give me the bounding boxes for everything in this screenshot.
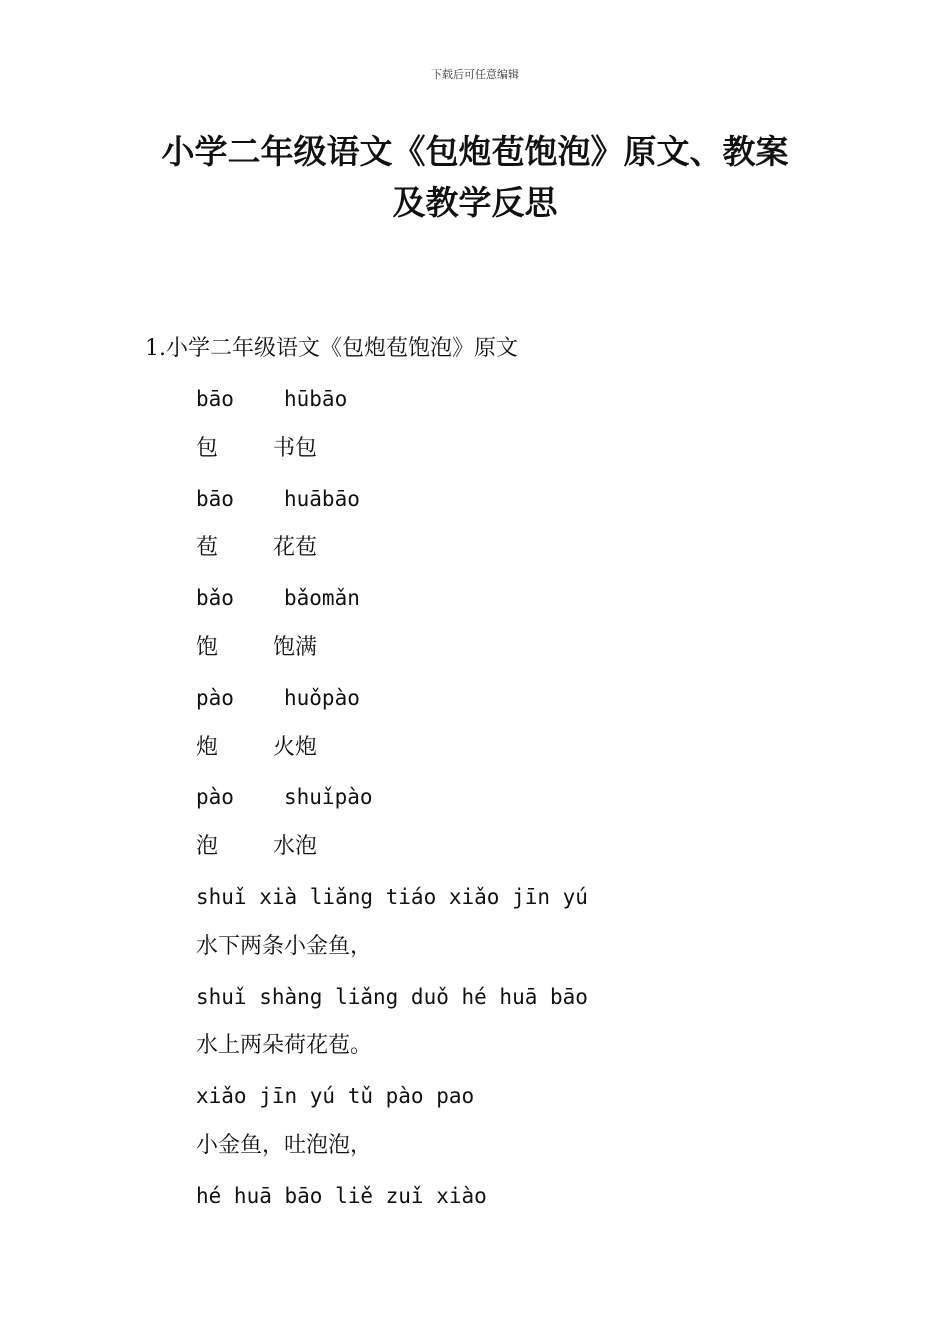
- hanzi-line: [196, 830, 588, 880]
- hanzi-character: 泡: [196, 834, 219, 860]
- hanzi-character: 苞: [196, 535, 219, 561]
- hanzi-character: 包: [196, 435, 219, 461]
- pinyin-line: [196, 382, 588, 432]
- pinyin-character: pào: [196, 785, 234, 810]
- hanzi-word: 花苞: [273, 535, 318, 561]
- text-body: [196, 382, 588, 1229]
- verse-pinyin-line: shuǐ xià liǎng tiáo xiǎo jīn yú: [196, 884, 588, 909]
- verse-hanzi-line: 水上两朵荷花苞。: [196, 1033, 373, 1059]
- verse-pinyin-line: hé huā bāo liě zuǐ xiào: [196, 1183, 487, 1208]
- pinyin-character: pào: [196, 685, 234, 710]
- verse-hanzi-line: 小金鱼，吐泡泡，: [196, 1132, 373, 1158]
- hanzi-line: [196, 531, 588, 581]
- pinyin-line: [196, 482, 588, 532]
- pinyin-word: hūbāo: [284, 387, 348, 411]
- pinyin-line: [196, 780, 588, 830]
- header-note: 下载后可任意编辑: [431, 68, 519, 81]
- pinyin-word: bǎomǎn: [284, 586, 360, 611]
- verse-pinyin-line: xiǎo jīn yú tǔ pào pao: [196, 1084, 475, 1109]
- pinyin-line: [196, 681, 588, 731]
- hanzi-character: 炮: [196, 734, 219, 760]
- hanzi-character: 饱: [196, 634, 219, 660]
- hanzi-word: 饱满: [273, 634, 318, 660]
- hanzi-line: [196, 432, 588, 482]
- hanzi-line: [196, 631, 588, 681]
- hanzi-word: 火炮: [273, 734, 318, 760]
- verse-hanzi-line: 水下两条小金鱼，: [196, 933, 373, 959]
- hanzi-word: 书包: [273, 435, 318, 461]
- pinyin-word: huǒpào: [284, 685, 360, 710]
- pinyin-character: bāo: [196, 486, 234, 511]
- pinyin-line: [196, 581, 588, 631]
- pinyin-character: bāo: [196, 387, 234, 411]
- hanzi-word: 水泡: [273, 834, 318, 860]
- verse-pinyin-line: shuǐ shàng liǎng duǒ hé huā bāo: [196, 984, 588, 1009]
- hanzi-line: [196, 731, 588, 781]
- section-heading: 1.小学二年级语文《包炮苞饱泡》原文: [145, 336, 518, 361]
- document-title: 小学二年级语文《包炮苞饱泡》原文、教案及教学反思: [161, 132, 789, 222]
- pinyin-character: bǎo: [196, 586, 234, 611]
- pinyin-word: shuǐpào: [284, 785, 373, 810]
- pinyin-word: huābāo: [284, 486, 360, 511]
